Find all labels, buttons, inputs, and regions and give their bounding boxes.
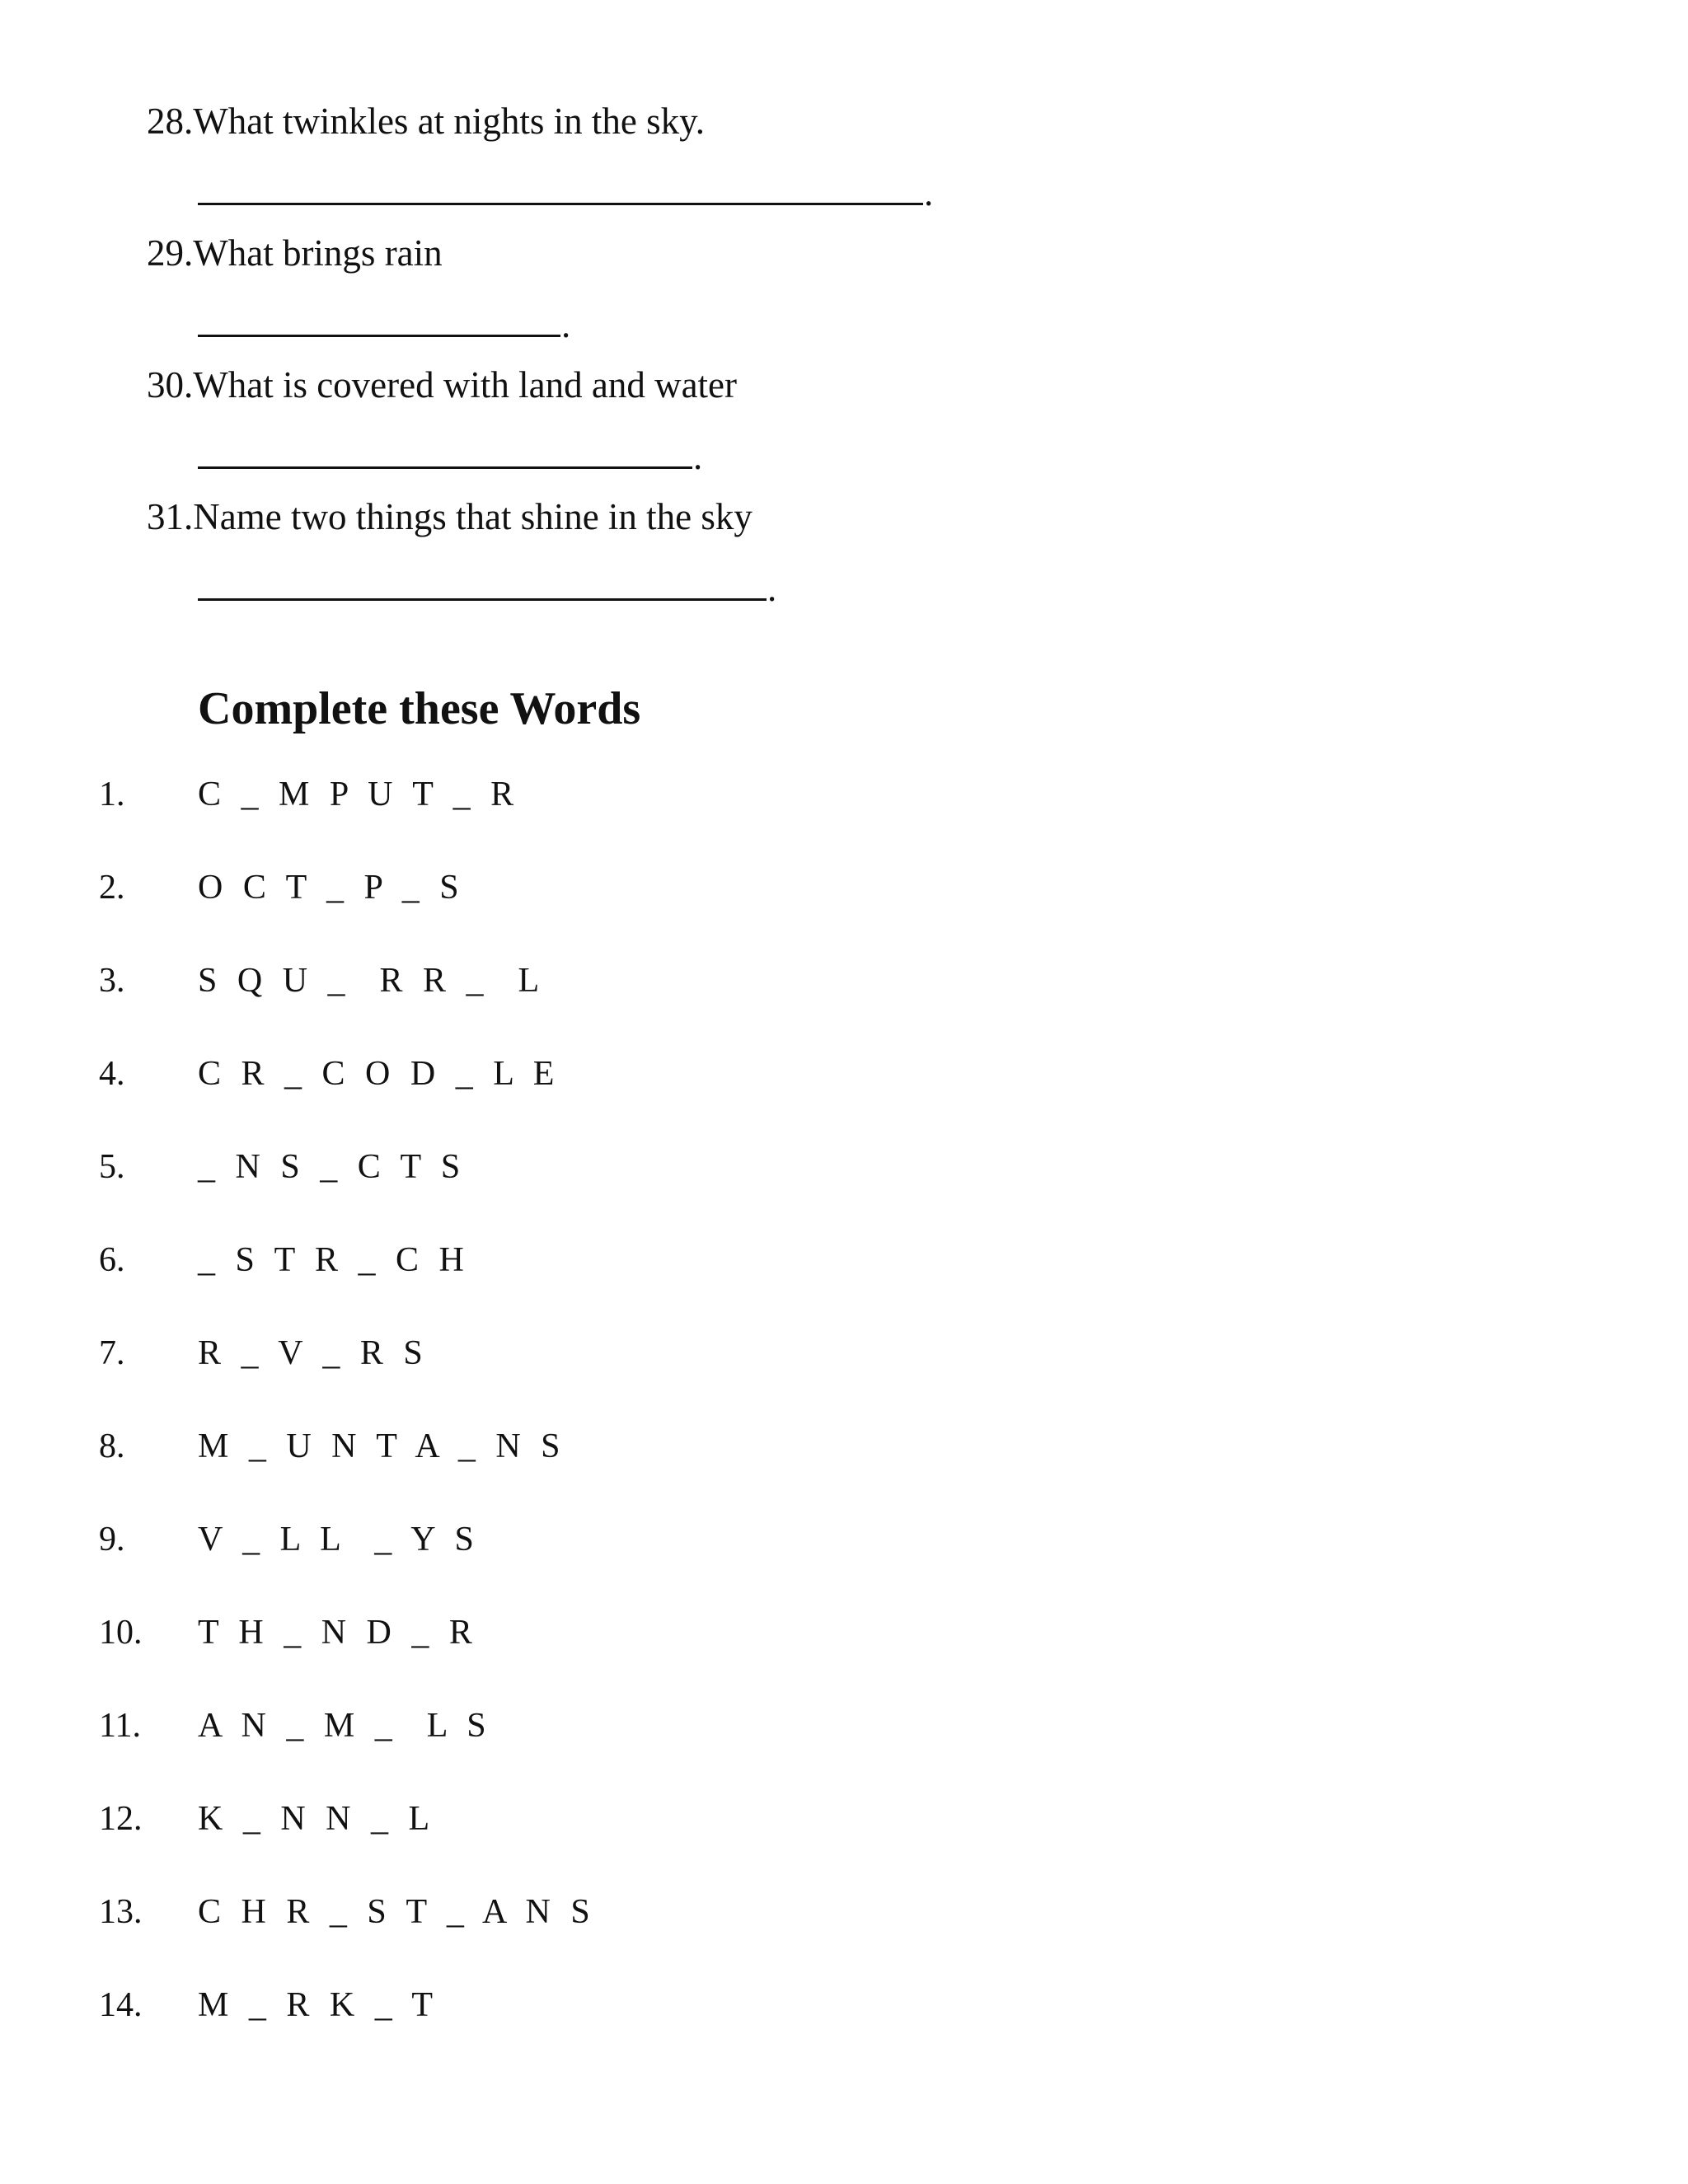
question-text: Name two things that shine in the sky: [193, 496, 753, 537]
word-item: [0, 1615, 1688, 1665]
word-item: [0, 1522, 1688, 1572]
word-puzzle: _ S T R _ C H: [198, 1241, 470, 1279]
word-puzzle: M _ R K _ T: [198, 1986, 439, 2024]
word-item: [0, 1336, 1688, 1385]
answer-period: .: [924, 172, 934, 213]
question-text: What twinkles at nights in the sky.: [193, 101, 705, 142]
word-puzzle: _ N S _ C T S: [198, 1148, 467, 1186]
answer-line-31[interactable]: [198, 598, 767, 601]
question-text: What is covered with land and water: [193, 364, 738, 405]
answer-line-29[interactable]: [198, 335, 560, 337]
word-item: [0, 870, 1688, 920]
word-puzzle: K _ N N _ L: [198, 1800, 436, 1838]
word-item: [0, 777, 1688, 827]
word-item: [0, 1895, 1688, 1944]
word-puzzle: T H _ N D _ R: [198, 1614, 478, 1652]
question-number: 28.: [147, 101, 194, 142]
word-number: 14.: [99, 1986, 143, 2024]
section-title: Complete these Words: [198, 683, 641, 734]
word-item: [0, 1802, 1688, 1851]
word-number: 5.: [99, 1148, 125, 1186]
word-puzzle: C _ M P U T _ R: [198, 776, 520, 813]
word-number: 9.: [99, 1521, 125, 1558]
word-item: [0, 1150, 1688, 1199]
word-item: [0, 1988, 1688, 2037]
word-item: [0, 1243, 1688, 1292]
word-number: 7.: [99, 1334, 125, 1372]
word-puzzle: V _ L L _ Y S: [198, 1521, 480, 1558]
answer-line-30[interactable]: [198, 466, 692, 469]
word-number: 12.: [99, 1800, 143, 1838]
word-puzzle: C H R _ S T _ A N S: [198, 1893, 596, 1931]
question-29: [147, 232, 443, 274]
question-text: What brings rain: [193, 232, 443, 274]
word-number: 11.: [99, 1707, 141, 1745]
question-number: 30.: [147, 364, 194, 405]
answer-period: .: [693, 436, 703, 477]
question-28: [147, 103, 705, 140]
word-number: 1.: [99, 776, 125, 813]
word-item: [0, 1057, 1688, 1106]
word-number: 13.: [99, 1893, 143, 1931]
word-puzzle: S Q U _ R R _ L: [198, 962, 546, 1000]
word-puzzle: M _ U N T A _ N S: [198, 1427, 566, 1465]
word-number: 3.: [99, 962, 125, 1000]
word-puzzle: O C T _ P _ S: [198, 869, 465, 907]
word-number: 8.: [99, 1427, 125, 1465]
word-puzzle: A N _ M _ L S: [198, 1707, 492, 1745]
word-item: [0, 1429, 1688, 1479]
word-puzzle: R _ V _ R S: [198, 1334, 429, 1372]
word-number: 6.: [99, 1241, 125, 1279]
question-number: 31.: [147, 496, 194, 537]
word-number: 10.: [99, 1614, 143, 1652]
answer-line-28[interactable]: [198, 203, 923, 205]
question-31: [147, 496, 753, 537]
word-puzzle: C R _ C O D _ L E: [198, 1055, 560, 1093]
answer-period: .: [561, 304, 571, 345]
word-item: [0, 1708, 1688, 1758]
word-number: 2.: [99, 869, 125, 907]
question-30: [147, 364, 738, 405]
word-number: 4.: [99, 1055, 125, 1093]
question-number: 29.: [147, 232, 194, 274]
word-item: [0, 963, 1688, 1013]
answer-period: .: [767, 568, 777, 609]
